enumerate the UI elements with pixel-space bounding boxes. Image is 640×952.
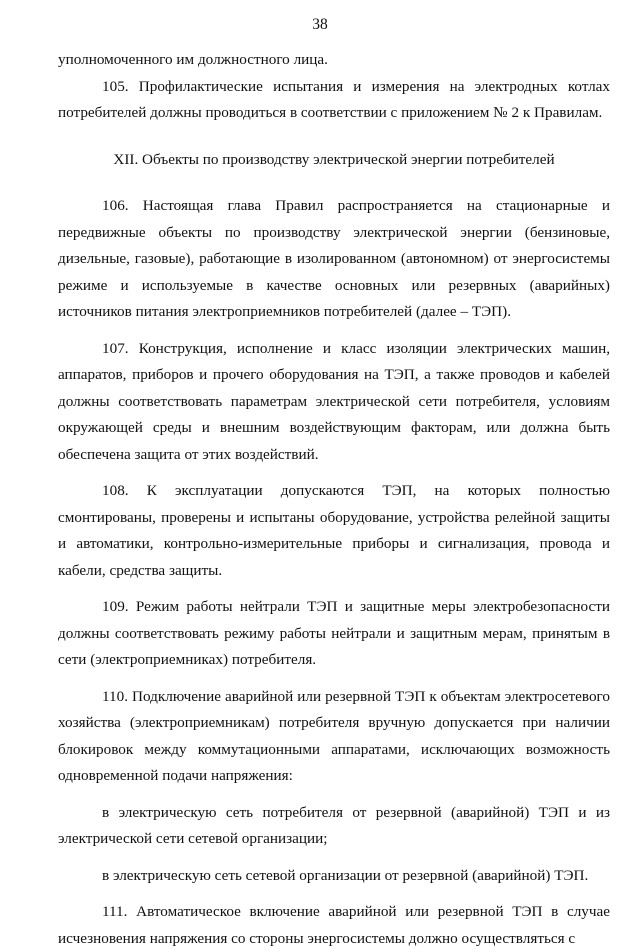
paragraph-106: 106. Настоящая глава Правил распространяется на стационарные и передвижные объекты по производству электрической энергии (бензиновые, дизельные, газовые), работающие в изолированном (автономном) от энергосистемы режиме и используемые в качестве основных или резервных (аварийных) источников питания электроприемников потребителей (далее – ТЭП). bbox=[58, 197, 610, 320]
paragraph-108: 108. К эксплуатации допускаются ТЭП, на которых полностью смонтированы, проверены и испытаны оборудование, устройства релейной защиты и автоматики, контрольно-измерительные приборы и сигнализация, провода и кабели, средства защиты. bbox=[58, 482, 610, 579]
paragraph-111: 111. Автоматическое включение аварийной или резервной ТЭП в случае исчезновения напряжения со стороны энергосистемы должно осуществляться с bbox=[58, 903, 610, 947]
paragraph-109: 109. Режим работы нейтрали ТЭП и защитные меры электробезопасности должны соответствовать режиму работы нейтрали и защитным мерам, принятым в сети (электроприемниках) потребителя. bbox=[58, 598, 610, 668]
page-number: 38 bbox=[312, 16, 328, 33]
paragraph-107: 107. Конструкция, исполнение и класс изоляции электрических машин, аппаратов, приборов и прочего оборудования на ТЭП, а также проводов и кабелей должны соответствовать параметрам электрической сети потребителя, условиям окружающей среды и внешним воздействующим факторам, или должна быть обеспечена защита от этих воздействий. bbox=[58, 339, 610, 463]
document-body bbox=[58, 47, 610, 952]
paragraph-110-item-2: в электрическую сеть сетевой организации от резервной (аварийной) ТЭП. bbox=[102, 866, 589, 884]
paragraph-continuation: уполномоченного им должностного лица. bbox=[58, 51, 328, 68]
paragraph-105: 105. Профилактические испытания и измерения на электродных котлах потребителей должны проводиться в соответствии с приложением № 2 к Правилам. bbox=[58, 77, 610, 121]
paragraph-110-item-1: в электрическую сеть потребителя от резервной (аварийной) ТЭП и из электрической сети сетевой организации; bbox=[58, 803, 610, 847]
paragraph-110: 110. Подключение аварийной или резервной ТЭП к объектам электросетевого хозяйства (электроприемникам) потребителя вручную допускается при наличии блокировок между коммутационными аппаратами, исключающих возможность одновременной подачи напряжения: bbox=[58, 687, 610, 784]
section-heading: XII. Объекты по производству электрической энергии потребителей bbox=[113, 150, 555, 168]
